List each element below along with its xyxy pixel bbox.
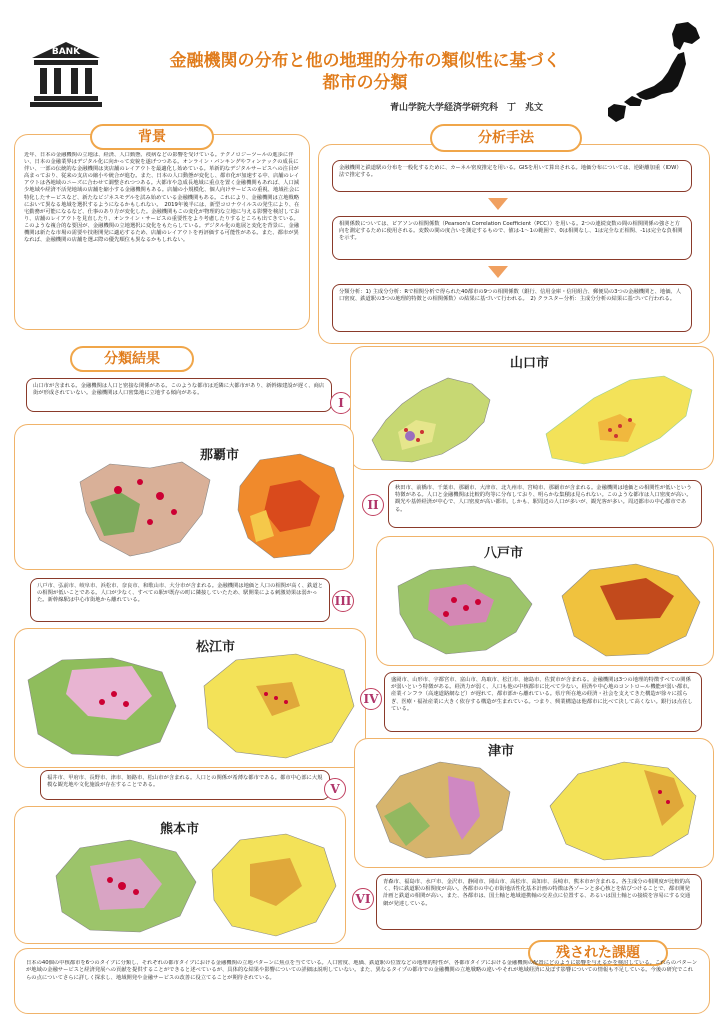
kumamoto-map-left [50,836,200,936]
japan-map-icon [596,20,706,130]
group-6-text: 青森市、福島市、水戸市、金沢市、静岡市、岡山市、高松市、高知市、長崎市、熊本市が含まれる。各主成分の相関度が比較的高く、特に鉄道駅の相関度が高い。各都市の中心市街地活性化基本計画の特徴は各ゾーンと多心核とを結びつけることで、都市開発計画と鉄道の相関が高い。また、各都市は、国土軸と地域連携軸の交差点に位置する、あるいは国土軸との接続を容易にする交通網が発達している。 [376,874,702,930]
roman-numeral-3: III [332,590,354,612]
roman-numeral-5: V [324,778,346,800]
yamaguchi-map-left [362,370,502,466]
kumamoto-map-right [206,830,340,940]
matsue-map-right [196,646,360,764]
hachinohe-map-right [556,556,706,660]
arrow-down-icon [488,266,508,278]
background-heading: 背景 [90,124,214,150]
roman-numeral-6: VI [352,888,374,910]
author-line: 青山学院大学経済学研究科 丁 兆文 [390,103,544,113]
group-5-text: 福井市、甲府市、長野市、津市、姫路市、松山市が含まれる。人口との関係が希薄な都市である。都市中心部に大規模な観光地や文化施設が存在することである。 [40,770,330,800]
naha-title: 那覇市 [200,448,240,463]
title-line2: 都市の分類 [322,73,408,93]
hachinohe-title: 八戸市 [484,546,524,561]
roman-numeral-1: I [330,392,352,414]
method-step-1: 金融機関と鉄道駅の分布を一般化するために、カーネル密度推定を用いる。GISを用いて算出される。地価分布については、逆距離加重（IDW）法で推定する。 [332,160,692,192]
roman-numeral-4: IV [360,688,382,710]
tsu-map-right [544,756,704,862]
roman-numeral-2: II [362,494,384,516]
yamaguchi-title: 山口市 [510,356,550,371]
bank-label: BANK [51,47,81,57]
tsu-map-left [370,756,520,862]
poster-title [130,50,600,94]
naha-map-left [70,452,220,562]
title-line1: 金融機関の分布と他の地理的分布の類似性に基づく [169,51,561,71]
group-4-text: 盛岡市、山形市、宇都宮市、富山市、鳥取市、松江市、徳島市、佐賀市が含まれる。金融機関は3つの地理的特徴すべての関係が弱いという特徴がある。経済力が弱く、人口も他の中核都市に比べて少ない。経済や中心地のコントロール機能が弱い都市。産業インフラ（高速道路網など）が遅れて、都市部から離れている。県庁所在地の経済・社会を支えてきた構造が徐々に揺らぎ、医療・福祉産業に大きく依存する構造が生まれている。つまり、興業構造は他都市に比べて決して高くない。銀行は点在している。 [384,672,702,732]
kumamoto-title: 熊本市 [160,822,200,837]
hachinohe-map-left [390,556,540,660]
group-2-text: 秋田市、前橋市、千葉市、那覇市、大津市、北九州市、宮崎市、那覇市が含まれる。金融機関は地価との相関性が低いという特徴がある。人口と金融機関は比較的均等に分布しており、明らかな集積は見られない。このような都市は人口密度が高い。観光や基幹経済が中心で、人口密度が高い都市。しかも、駅周辺の人口が多いが、観光客が多い。周辺都市の中心都市である。 [388,480,702,528]
tsu-title: 津市 [488,744,515,759]
remaining-heading: 残された課題 [528,940,668,966]
method-step-2: 相関係数については、ピアソンの相関係数（Pearson's Correlation Coefficient（PCC））を用いる。2つの連続変数の間の相関関係の強さと方向を測定するために使用される。変数の間の度合いを測定するもので、値は-1～1の範囲で、0は相関なし、1は完全な正相関、-1は完全な負相関を示す。 [332,216,692,260]
background-text: 近年、日本の金融機関の立地は、経済、人口動態、疫病などの影響を受けている。テクノロジーツールの進歩に伴い、日本の金融業界はデジタル化に向かって変貌を遂げつつある。オンライン・バンキングやフィンテックの成長に伴い、一部の伝統的な金融機関は実店舗のレイアウトを最適化し始めている。革新的なデジタルサービスへの注目が高まっており、従来の支店の縮小や統合が進む。また、日本の人口動態が変化し、都市化が加速する中、店舗のレイアウトは各地域のニーズに合わせて調整されつつある。大都市や急成長地域に重点を置く金融機関もあれば、人口減少地域や経済不活発地域の店舗を縮小する金融機関もある。店舗の小規模化、個人向けサービスの重視、地域社会に特化したサービスなど、新たなビジネスモデルを試み始めている金融機関もある。これにより、金融機関は立地戦略において異なる地域を選択するようになるかもしれない。 2019年後半には、新型コロナウイルスの発生により、在宅勤務が可能になるなど、仕事のあり方が変化した。金融機関もこの変化が物理的な立地に与える影響を検討しており、店舗のレイアウトを見直したり、オンライン・サービスの重要性をより考慮したりするところも出てきている。 このような複合的な要因が、金融機関の立地選択に変化をもたらしている。デジタル化の進展と変化を背景に、金融機関は新たな市場の需要や技術開発に適応するため、店舗のレイアウトを再評価する可能性がある。また、都市が異なれば、金融機関の店舗を選ぶ際の優先順位も異なるかもしれない。 [24,152,302,244]
matsue-title: 松江市 [196,640,236,655]
naha-map-right [230,446,350,566]
arrow-down-icon [488,198,508,210]
matsue-map-left [22,650,182,762]
method-step-3: 分類分析：1) 主成分分析：Rで相関分析で得られた40都市の9つの相関係数（銀行、信用金庫・信用組合、郵便局の3つの金融機関と、地価、人口密度、鉄道駅の3つの地理的特徴との相関係数）の結果に基づいて行われる。 2) クラスター分析：主成分分析の結果に基づいて行われる。 [332,284,692,332]
method-heading: 分析手法 [430,124,582,152]
group-1-text: 山口市が含まれる。金融機関は人口と密接な関係がある。このような都市は近隣に大都市があり、新幹線建設が遅く、商店街が形成されていない。金融機関は人口密集地に立地する傾向がある。 [26,378,332,412]
bank-icon [30,40,102,108]
results-heading: 分類結果 [70,346,194,372]
yamaguchi-map-right [540,370,700,466]
remaining-text: 日本の40個の中核都市を6つのタイプに分類し、それぞれの都市タイプにおける金融機関の立地パターンに焦点を当てている。人口密度、地価、鉄道駅の位置などの地理的特性が、各都市タイプにおける金融機関の配置にどのように影響を与えるかを検討している。これらのパターンが地域の金融サービスと経済発展への貢献を提供することができると述べているが、具体的な結果や影響についての詳細は説明していない。また、異なるタイプの都市での金融機関の立地戦略の違いやそれが地域経済に及ぼす影響についての情報も不足している。今後の研究でこれらの点についてさらに詳しく探求し、地域開発や金融サービスの改善に役立てることが期待されている。 [26,960,698,981]
group-3-text: 八戸市、弘前市、岐阜市、浜松市、奈良市、和歌山市、大分市が含まれる。金融機関は地価と人口の相関が高く、鉄道との相関が低いことである。人口が少なく、すべての駅が既存の町に隣接していたため、駅開業による刺激効果は弱かった。新幹線駅は中心市街地から離れている。 [30,578,330,622]
